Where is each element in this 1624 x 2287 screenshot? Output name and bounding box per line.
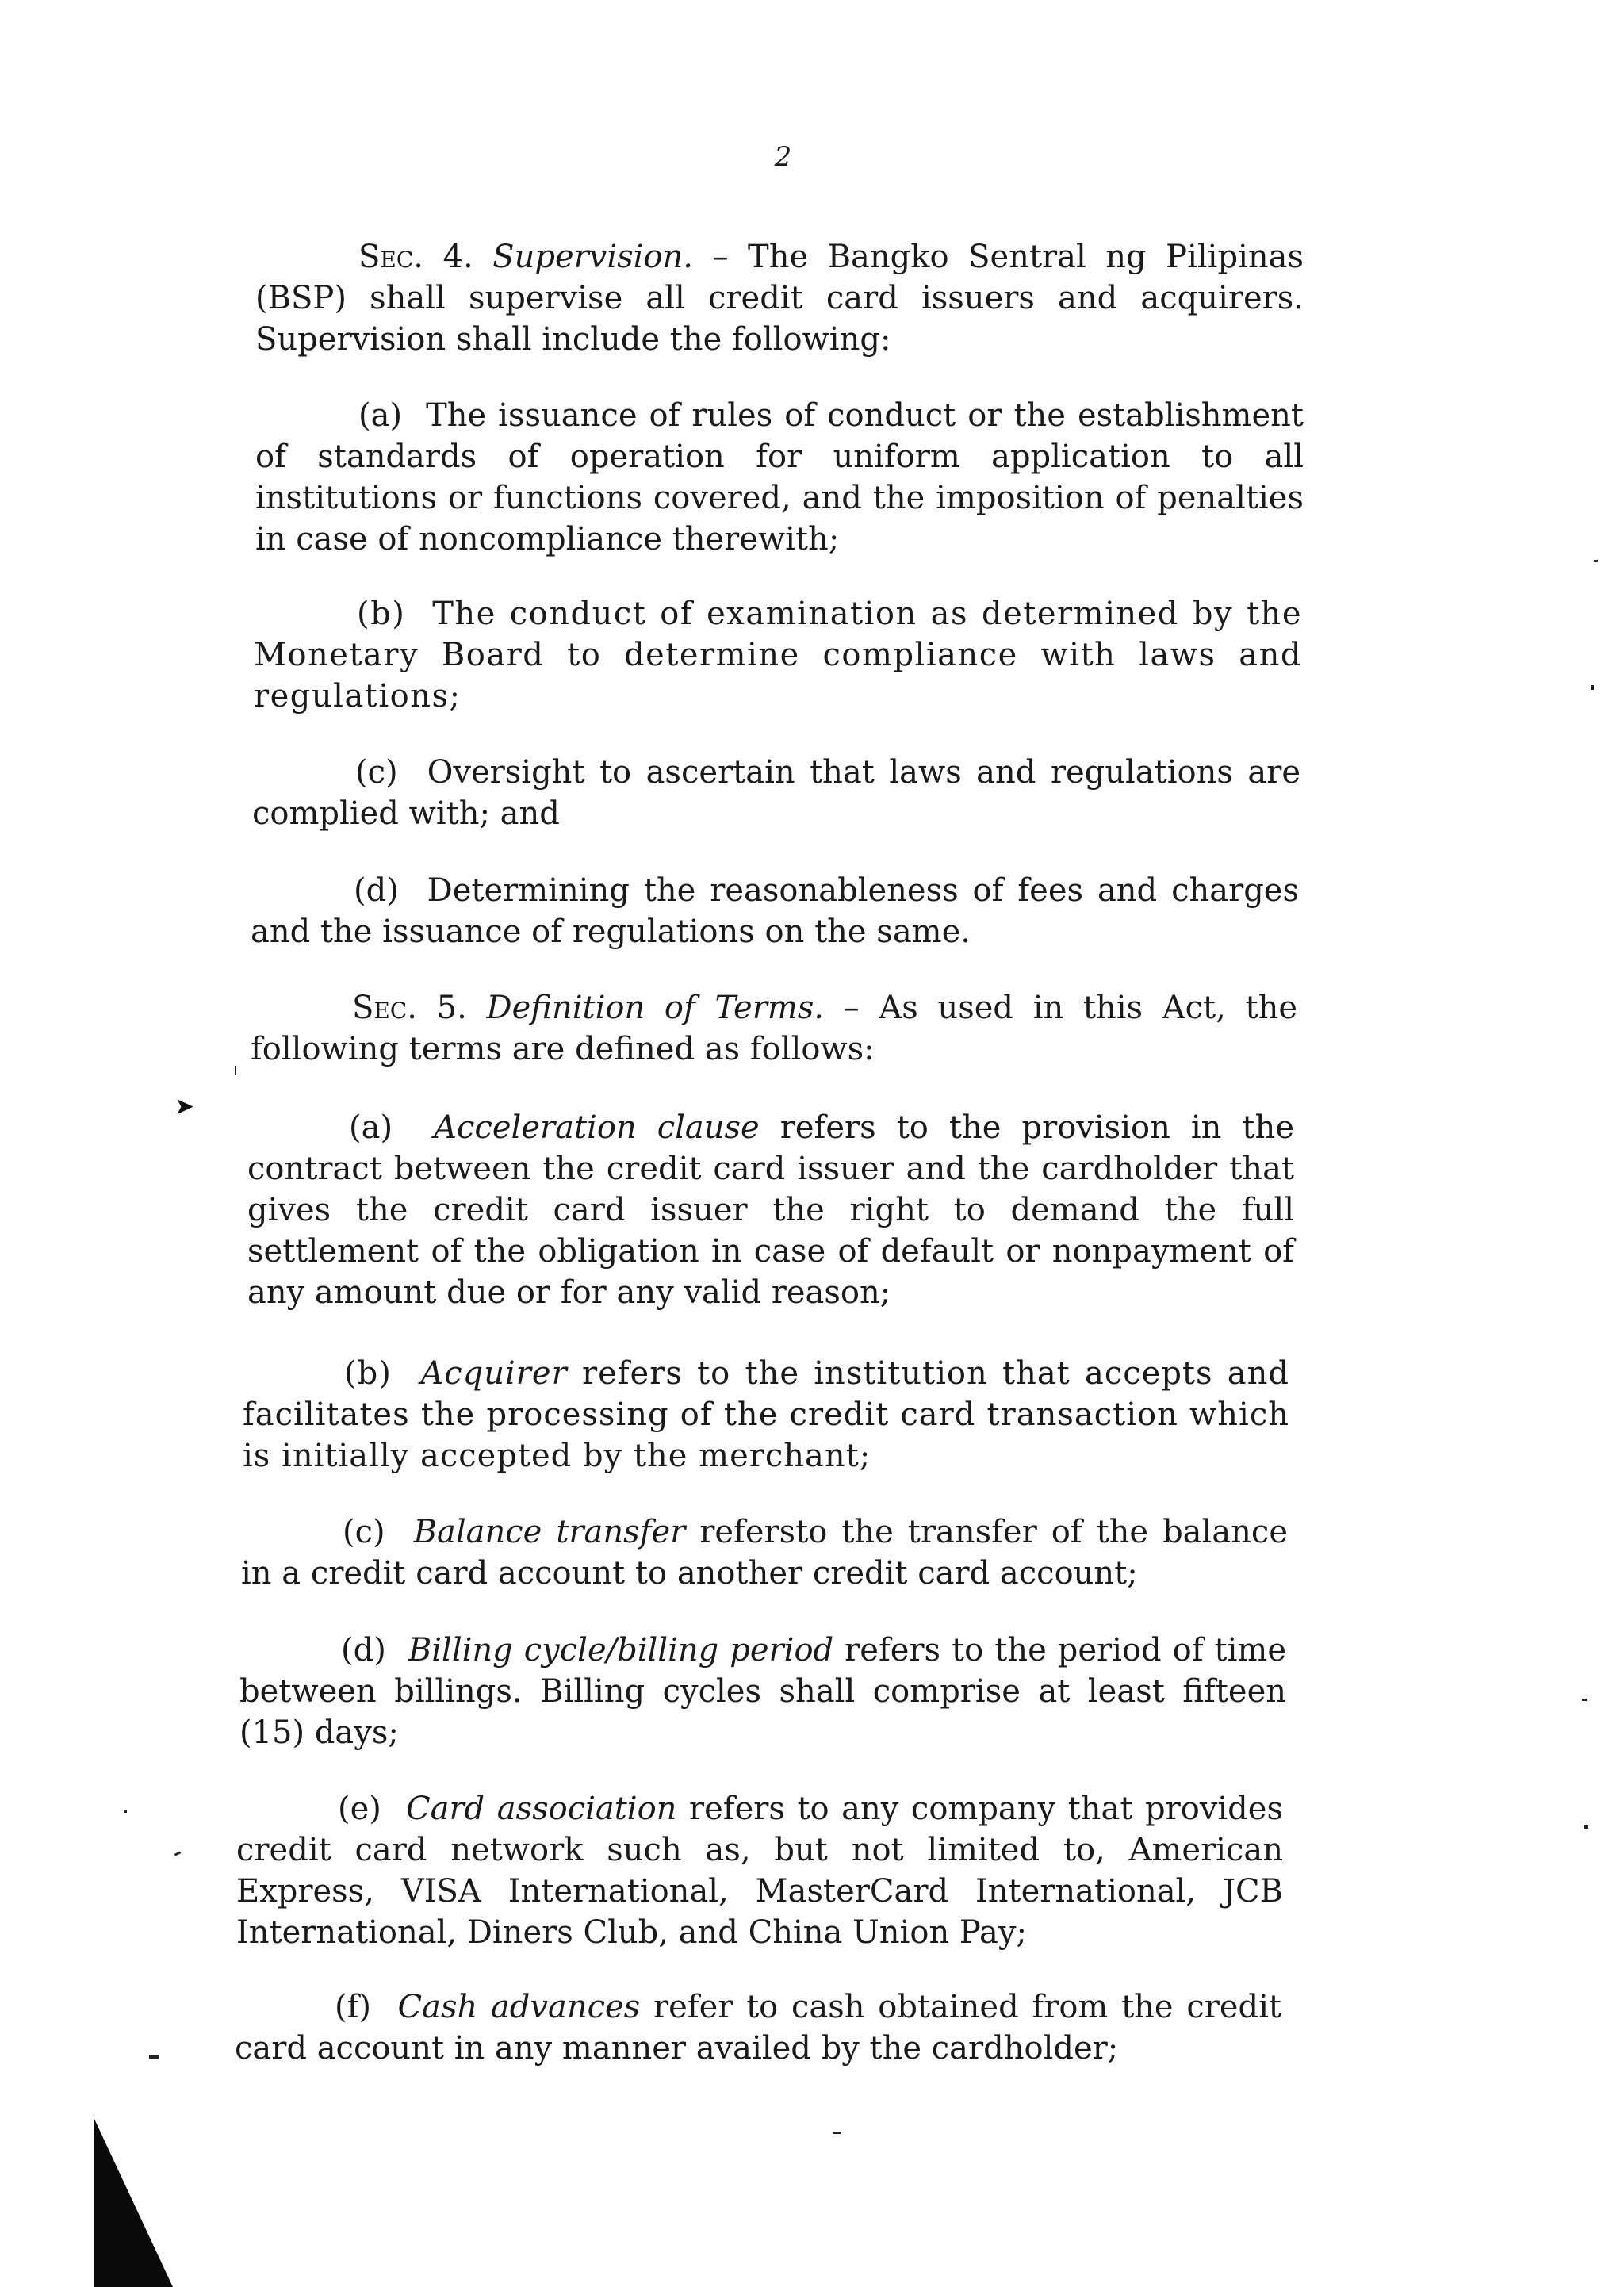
item-text: refers to any company that provides credit card network such as, but not limited to, American Express, VISA International, MasterCard International, JCB International, Diners Club, and China Union Pay; [236,1791,1283,1951]
section-4-item-d [251,870,1299,952]
item-text: refers to the institution that accepts and facilitates the processing of the credit card transaction which is initially accepted by the merchant; [243,1355,1289,1474]
item-marker: (d) [354,872,399,909]
scan-speck [1584,1825,1588,1829]
defined-term: Acquirer [420,1355,568,1392]
section-4-item-a [255,395,1304,560]
section-4-title: Supervision. [492,239,694,275]
section-5-item-c [241,1511,1288,1594]
section-4-heading-paragraph [255,236,1304,360]
item-text: refers to the provision in the contract between the credit card issuer and the cardholder that gives the credit card issuer the right to demand the full settlement of the obligation in case of default or nonpayment of any amount due or for any valid reason; [247,1109,1294,1311]
item-text: Determining the reasonableness of fees and charges and the issuance of regulations on the same. [251,872,1299,950]
defined-term: Balance transfer [413,1514,686,1550]
page-number: 2 [774,141,792,173]
section-5-label: Sec. 5. [352,990,467,1026]
item-marker: (c) [355,754,398,791]
item-marker: (a) [358,397,403,434]
section-5-item-b [243,1353,1289,1477]
scan-speck [1591,685,1594,690]
section-4-item-c [252,752,1300,834]
section-5-item-f [235,1986,1281,2069]
item-marker: (f) [335,1989,372,2025]
section-4-intro-text: – The Bangko Sentral ng Pilipinas (BSP) shall supervise all credit card issuers and acquirers. Supervision shall include the following: [255,239,1304,358]
section-5-title: Definition of Terms. [486,990,824,1026]
section-4-item-b [254,593,1302,717]
defined-term: Cash advances [397,1989,641,2025]
scan-speck [149,2055,159,2059]
section-5-heading-paragraph [251,987,1297,1070]
item-text: refersto the transfer of the balance in a credit card account to another credit card account; [241,1514,1288,1592]
scan-speck [833,2132,841,2134]
item-marker: (b) [344,1355,392,1392]
scan-speck [174,1851,182,1856]
item-text: refers to the period of time between billings. Billing cycles shall comprise at least fifteen (15) days; [239,1632,1286,1751]
item-text: The issuance of rules of conduct or the establishment of standards of operation for uniform application to all institutions or functions covered, and the imposition of penalties in case of noncompliance therewith; [255,397,1304,557]
scan-speck [1594,560,1598,562]
item-text: The conduct of examination as determined by the Monetary Board to determine compliance with laws and regulations; [254,596,1302,714]
handwritten-caret-icon: ➤ [174,1093,195,1121]
section-5-item-a [247,1107,1294,1313]
section-4-label: Sec. 4. [358,239,473,275]
scan-speck [235,1066,236,1075]
defined-term: Card association [405,1791,677,1827]
defined-term: Acceleration clause [434,1109,760,1146]
item-marker: (a) [349,1109,393,1146]
section-5-item-e [236,1788,1283,1953]
defined-term: Billing cycle/billing period [408,1632,834,1668]
item-marker: (b) [357,596,406,632]
section-5-item-d [239,1630,1286,1753]
section-5-intro-text: – As used in this Act, the following terms are defined as follows: [251,990,1298,1067]
scan-speck [1582,1699,1587,1701]
scan-shadow-corner [94,2117,173,2287]
item-marker: (c) [343,1514,385,1550]
scan-speck [124,1810,127,1813]
item-text: Oversight to ascertain that laws and regulations are complied with; and [252,754,1300,832]
item-marker: (e) [338,1791,381,1827]
item-text: refer to cash obtained from the credit card account in any manner availed by the cardholder; [235,1989,1281,2067]
item-marker: (d) [341,1632,386,1668]
